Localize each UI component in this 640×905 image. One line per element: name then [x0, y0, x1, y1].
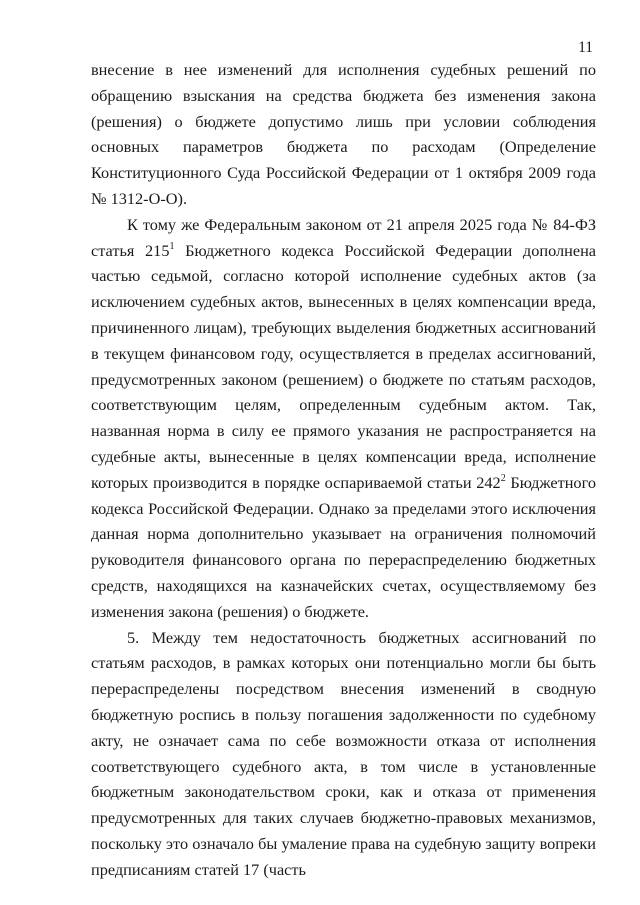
paragraph: [91, 212, 596, 625]
page-number: 11: [578, 39, 593, 56]
paragraph-text: внесение в нее изменений для исполнения судебных решений по обращению взыскания на средства бюджета без изменения закона (решения) о бюджете допустимо лишь при условии соблюдения основных параметров бюджета по расходам (Определение Конституционного Суда Российской Федерации от 1 октября 2009 года № 1312-О-О).: [91, 60, 596, 208]
paragraph-text: 5. Между тем недостаточность бюджетных ассигнований по статьям расходов, в рамках которых они потенциально могли бы быть перераспределены посредством внесения изменений в сводную бюджетную роспись в пользу погашения задолженности по судебному акту, не означает сама по себе возможности отказа от исполнения соответствующего судебного акта, в том числе в установленные бюджетным законодательством сроки, как и отказа от применения предусмотренных для таких случаев бюджетно-правовых механизмов, поскольку это означало бы умаление права на судебную защиту вопреки предписаниям статей 17 (часть: [91, 627, 596, 879]
superscript-index: 2: [500, 472, 506, 484]
paragraph-text: Бюджетного кодекса Российской Федерации дополнена частью седьмой, согласно которой исполнение судебных актов (за исключением судебных актов, вынесенных в целях компенсации вреда, причиненного лицам), требующих выделения бюджетных ассигнований в текущем финансовом году, осуществляется в пределах ассигнований, предусмотренных законом (решением) о бюджете по статьям расходов, соответствующим целям, определенным судебным актом. Так, названная норма в силу ее прямого указания не распространяется на судебные акты, вынесенные в целях компенсации вреда, исполнение которых производится в порядке оспариваемой статьи 242: [91, 240, 597, 492]
paragraph: [91, 57, 596, 212]
superscript-index: 1: [169, 240, 175, 252]
paragraph: [91, 625, 596, 883]
document-body: [91, 57, 596, 883]
paragraph-text: Бюджетного кодекса Российской Федерации. Однако за пределами этого исключения данная норма дополнительно указывает на ограничения полномочий руководителя финансового органа по перераспределению бюджетных средств, находящихся на казначейских счетах, осуществляемому без изменения закона (решения) о бюджете.: [91, 472, 596, 621]
paragraph-text: К тому же Федеральным законом от 21 апреля 2025 года № 84-ФЗ статья 215: [91, 214, 596, 260]
